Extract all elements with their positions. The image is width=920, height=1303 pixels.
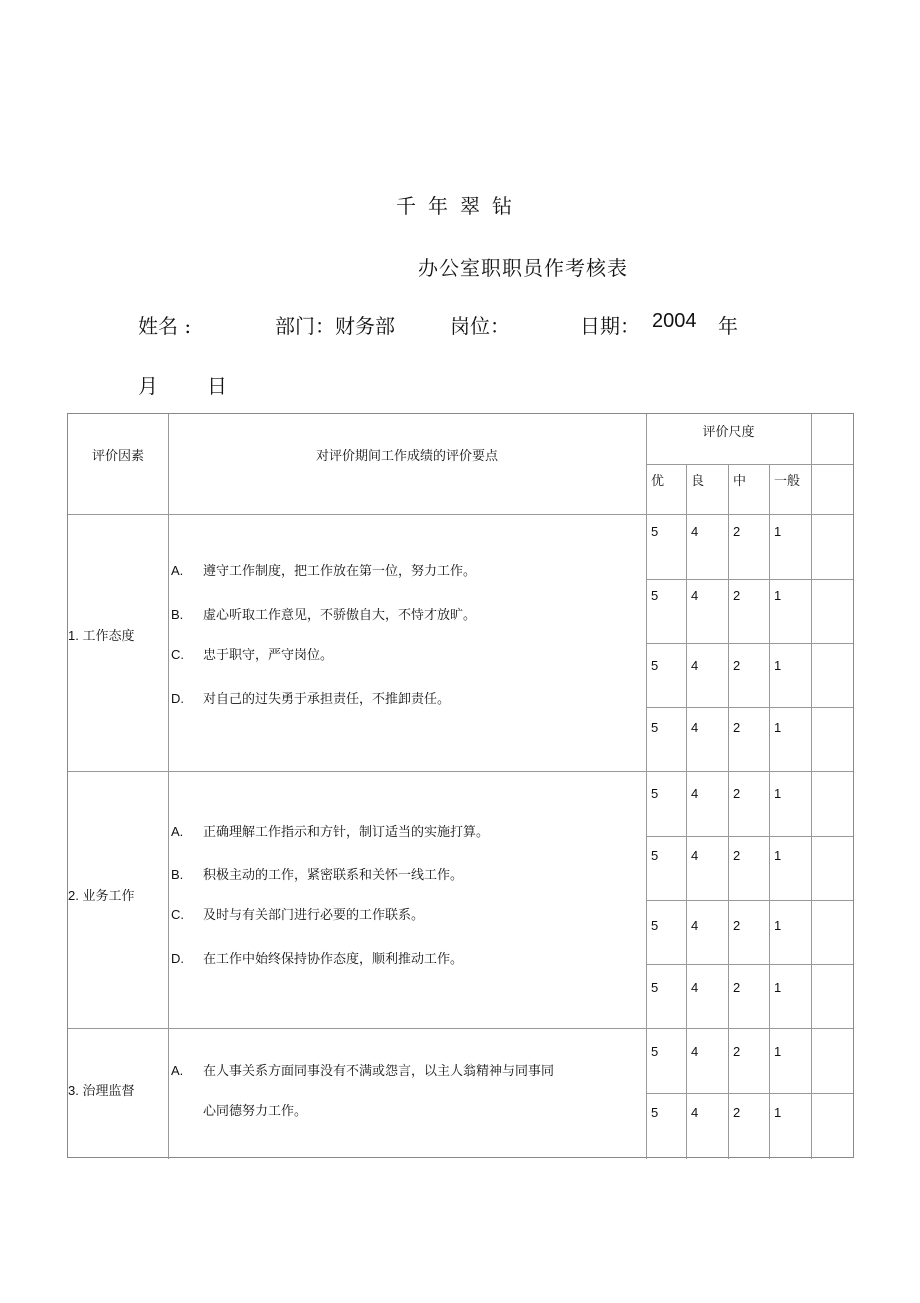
criterion-item (171, 1060, 554, 1079)
score-yiban: 1 (774, 980, 782, 995)
score-you: 5 (651, 918, 659, 933)
score-yiban: 1 (774, 658, 782, 673)
divider-row (646, 1093, 853, 1094)
day-label: 日 (207, 374, 227, 398)
criterion-text: 在人事关系方面同事没有不满或怨言，以主人翁精神与同事同 (203, 1064, 555, 1079)
criterion-item (171, 604, 476, 623)
score-liang: 4 (691, 848, 699, 863)
criterion-item (171, 864, 463, 883)
score-zhong: 2 (733, 1044, 741, 1059)
criterion-letter: B. (171, 867, 184, 882)
criterion-letter: C. (171, 647, 184, 662)
divider-row (646, 964, 853, 965)
divider-scale-header (646, 464, 853, 465)
criterion-continuation: 心同德努力工作。 (203, 1104, 308, 1119)
criterion-letter: A. (171, 1063, 184, 1078)
scale-level-you: 优 (651, 474, 665, 489)
criterion-item (171, 644, 333, 663)
score-yiban: 1 (774, 588, 782, 603)
factor-management: 3. 治理监督 (68, 1083, 135, 1098)
score-zhong: 2 (733, 720, 741, 735)
score-yiban: 1 (774, 918, 782, 933)
score-liang: 4 (691, 588, 699, 603)
divider-section (68, 1028, 853, 1029)
name-label: 姓名 : (138, 314, 192, 338)
score-zhong: 2 (733, 848, 741, 863)
divider-points-scale (646, 414, 647, 1159)
divider-col-liang-zhong (728, 464, 729, 1159)
criterion-letter: C. (171, 907, 184, 922)
factor-business-work: 2. 业务工作 (68, 888, 135, 903)
divider-col-you-liang (686, 464, 687, 1159)
divider-section (68, 771, 853, 772)
divider-factor-points (168, 414, 169, 1159)
criterion-text: 正确理解工作指示和方针，制订适当的实施打算。 (203, 825, 490, 840)
score-yiban: 1 (774, 524, 782, 539)
criterion-item (171, 821, 489, 840)
criterion-item (171, 688, 450, 707)
criterion-item (171, 904, 424, 923)
divider-row (646, 900, 853, 901)
factor-work-attitude: 1. 工作态度 (68, 628, 135, 643)
criterion-text: 遵守工作制度，把工作放在第一位，努力工作。 (203, 564, 477, 579)
score-zhong: 2 (733, 524, 741, 539)
score-liang: 4 (691, 918, 699, 933)
score-yiban: 1 (774, 720, 782, 735)
score-zhong: 2 (733, 980, 741, 995)
score-yiban: 1 (774, 848, 782, 863)
criterion-text: 积极主动的工作，紧密联系和关怀一线工作。 (203, 868, 464, 883)
score-you: 5 (651, 720, 659, 735)
department-label: 部门：财务部 (275, 314, 395, 338)
header-points: 对评价期间工作成绩的评价要点 (315, 449, 498, 464)
score-liang: 4 (691, 658, 699, 673)
score-liang: 4 (691, 1044, 699, 1059)
criterion-letter: A. (171, 563, 184, 578)
form-title: 办公室职职员作考核表 (418, 256, 628, 280)
criterion-letter: A. (171, 824, 184, 839)
score-zhong: 2 (733, 1105, 741, 1120)
divider-row (646, 643, 853, 644)
criterion-letter: D. (171, 691, 184, 706)
criterion-letter: B. (171, 607, 184, 622)
score-yiban: 1 (774, 1105, 782, 1120)
criterion-text: 忠于职守，严守岗位。 (203, 648, 334, 663)
score-zhong: 2 (733, 588, 741, 603)
header-scale: 评价尺度 (702, 425, 755, 440)
score-liang: 4 (691, 1105, 699, 1120)
divider-row (646, 836, 853, 837)
company-name: 千年翠钻 (396, 194, 524, 218)
score-liang: 4 (691, 786, 699, 801)
score-liang: 4 (691, 980, 699, 995)
criterion-text: 对自己的过失勇于承担责任，不推卸责任。 (203, 692, 451, 707)
score-zhong: 2 (733, 658, 741, 673)
divider-col-zhong-yiban (769, 464, 770, 1159)
divider-scale-extra (811, 414, 812, 1159)
score-you: 5 (651, 786, 659, 801)
criterion-item (171, 948, 463, 967)
score-zhong: 2 (733, 786, 741, 801)
score-you: 5 (651, 1044, 659, 1059)
score-you: 5 (651, 848, 659, 863)
divider-row (646, 707, 853, 708)
score-yiban: 1 (774, 1044, 782, 1059)
month-label: 月 (138, 374, 158, 398)
criterion-text: 在工作中始终保持协作态度，顺利推动工作。 (203, 952, 464, 967)
score-liang: 4 (691, 720, 699, 735)
header-factor: 评价因素 (91, 449, 144, 464)
scale-level-zhong: 中 (733, 474, 747, 489)
date-label: 日期： (580, 314, 640, 338)
divider-header-bottom (68, 514, 853, 515)
evaluation-table (67, 413, 854, 1158)
score-you: 5 (651, 1105, 659, 1120)
score-zhong: 2 (733, 918, 741, 933)
divider-row (646, 579, 853, 580)
score-you: 5 (651, 658, 659, 673)
year-value: 2004 (652, 310, 697, 332)
scale-level-yiban: 一般 (774, 474, 801, 489)
score-you: 5 (651, 524, 659, 539)
criterion-letter: D. (171, 951, 184, 966)
score-you: 5 (651, 980, 659, 995)
score-yiban: 1 (774, 786, 782, 801)
score-you: 5 (651, 588, 659, 603)
year-label: 年 (718, 314, 738, 338)
criterion-text: 及时与有关部门进行必要的工作联系。 (203, 908, 425, 923)
criterion-item (171, 560, 476, 579)
criterion-text: 虚心听取工作意见，不骄傲自大，不恃才放旷。 (203, 608, 477, 623)
score-liang: 4 (691, 524, 699, 539)
post-label: 岗位： (450, 314, 510, 338)
scale-level-liang: 良 (691, 474, 705, 489)
